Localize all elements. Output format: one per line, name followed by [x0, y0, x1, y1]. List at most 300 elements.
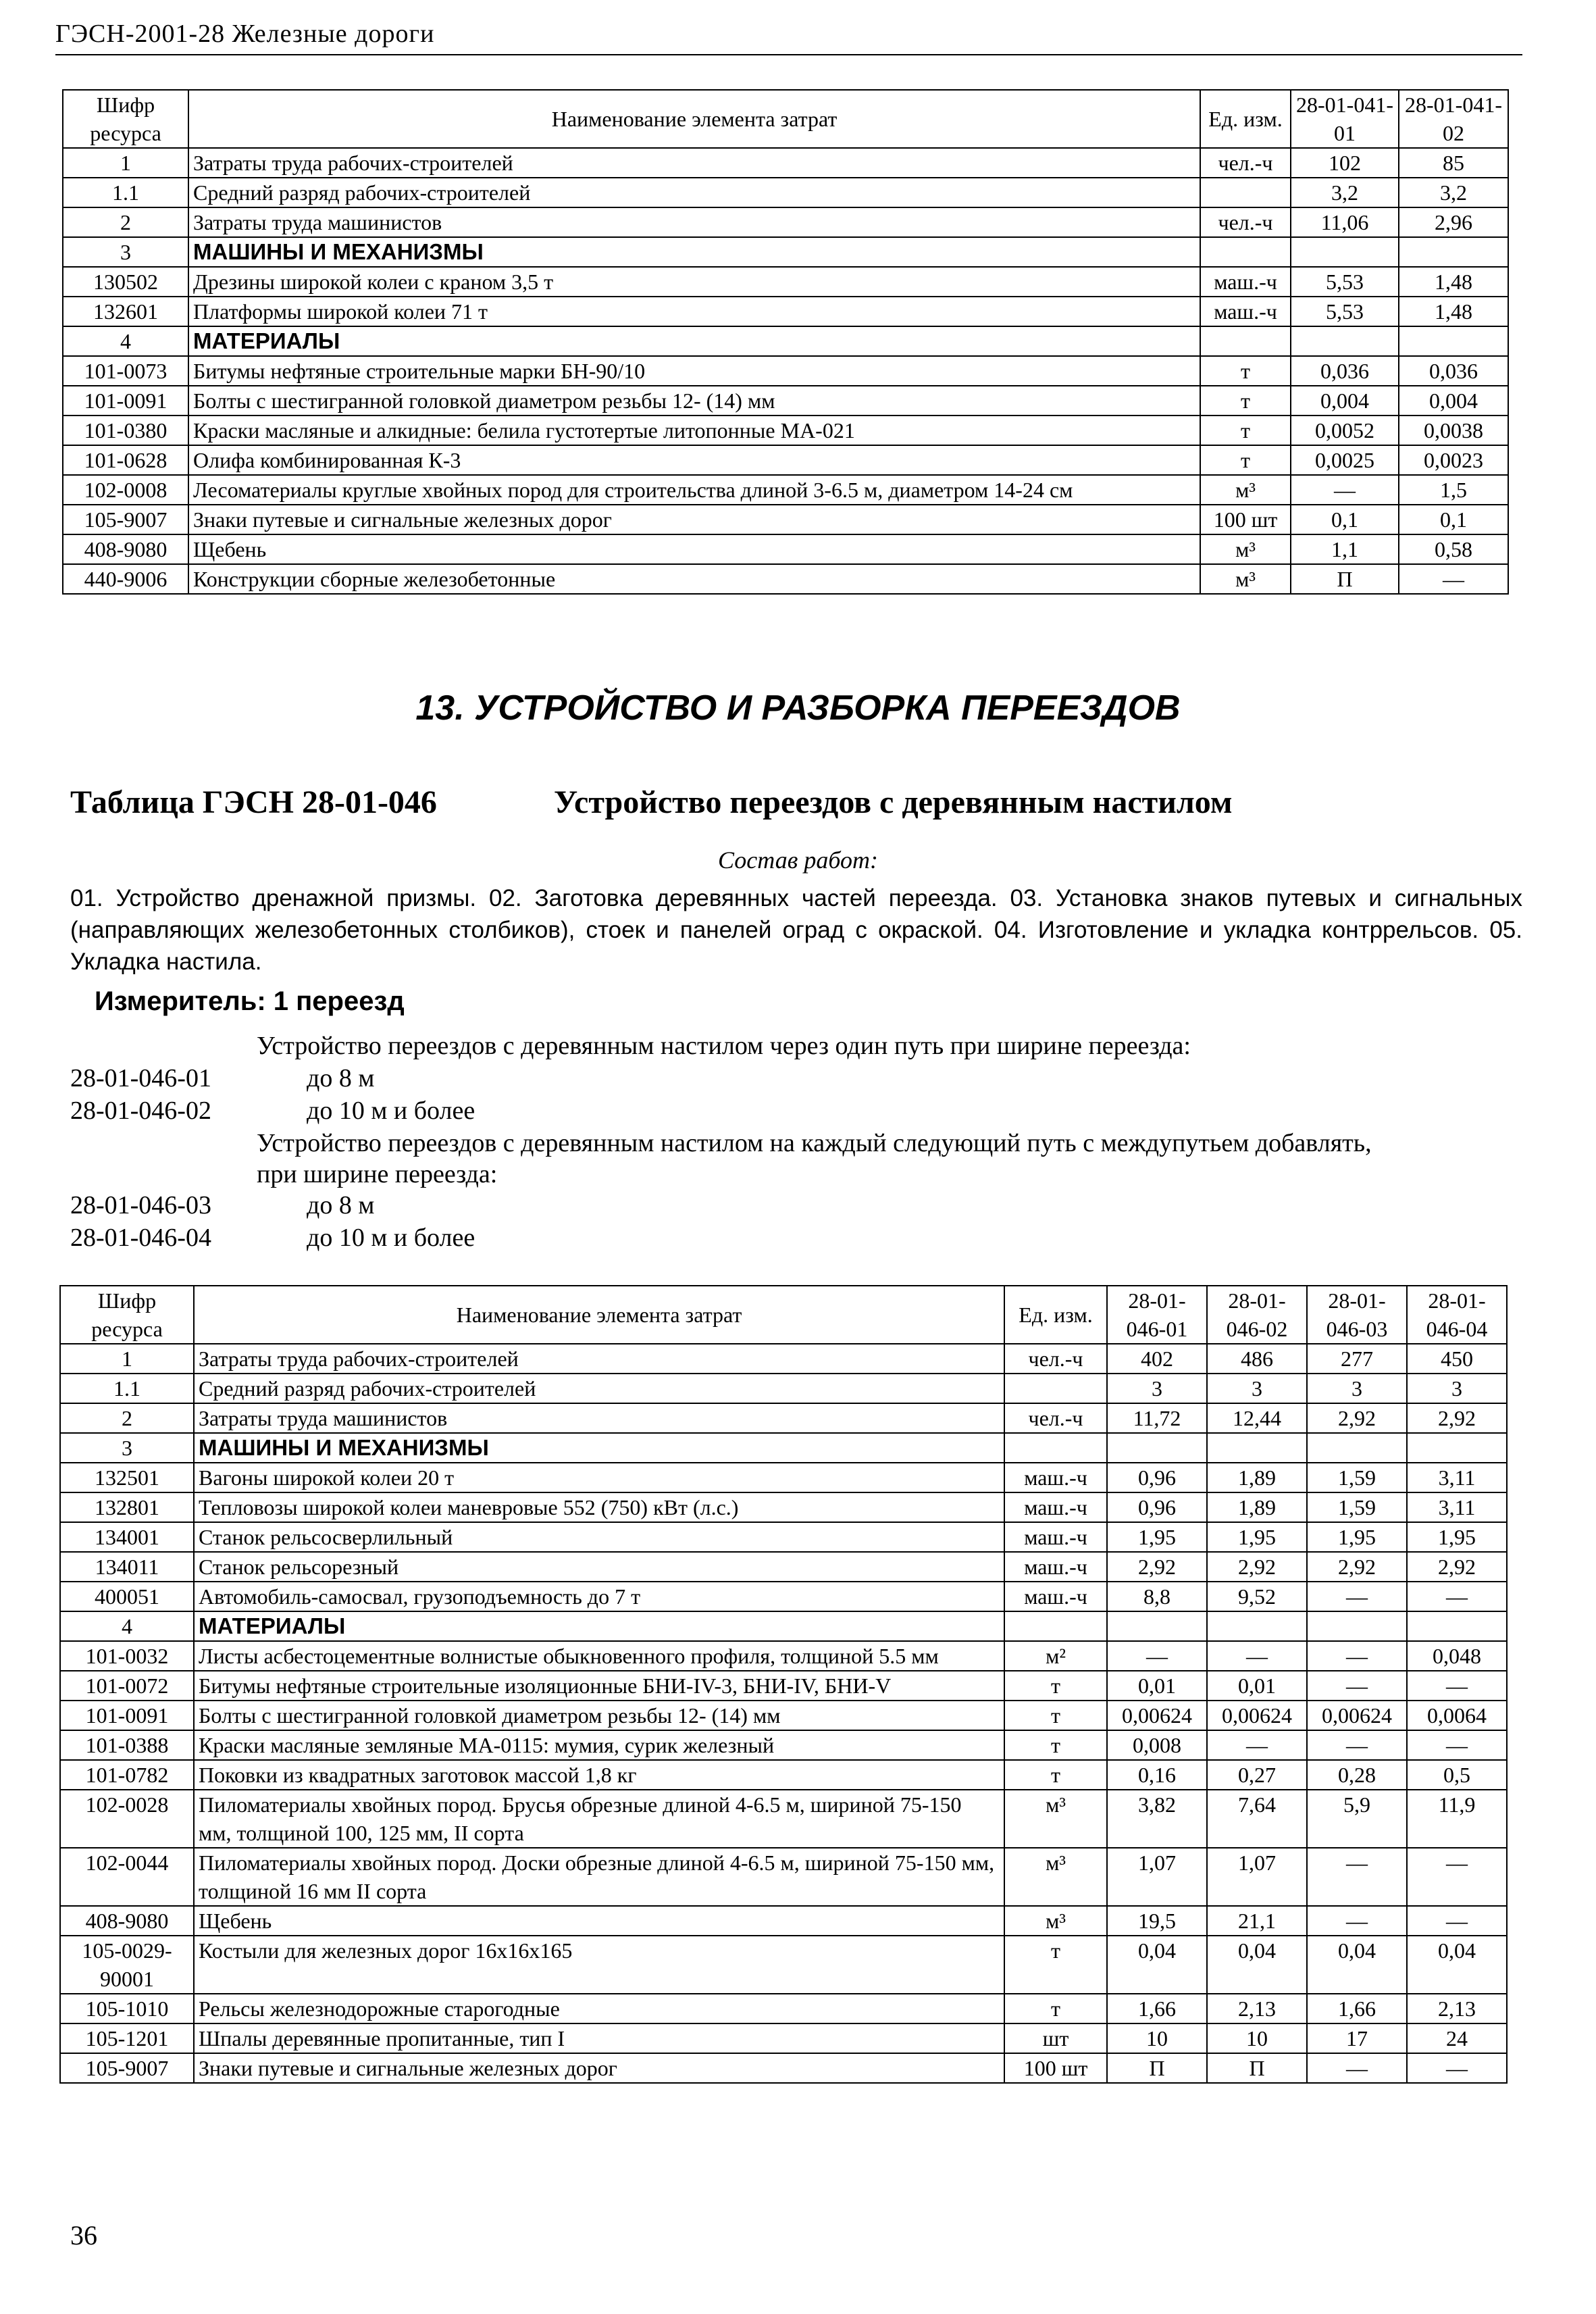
meter-label: Измеритель: 1 переезд	[95, 986, 405, 1016]
table-cell: 0,04	[1307, 1936, 1407, 1994]
table-cell: м³	[1004, 1906, 1107, 1936]
table-cell: 0,58	[1399, 534, 1508, 564]
table-cell: Затраты труда машинистов	[188, 207, 1200, 237]
table-cell: Лесоматериалы круглые хвойных пород для строительства длиной 3-6.5 м, диаметром 14-24 см	[188, 475, 1200, 505]
table-cell: 101-0628	[63, 445, 188, 475]
table-cell: 105-1201	[60, 2023, 194, 2053]
table-row	[60, 1552, 1507, 1582]
table-cell: 1,07	[1207, 1848, 1307, 1906]
table-cell: —	[1407, 1582, 1507, 1611]
table-cell: т	[1004, 1701, 1107, 1730]
table-cell: 277	[1307, 1344, 1407, 1374]
table-cell: 100 шт	[1004, 2053, 1107, 2083]
table-cell: МАТЕРИАЛЫ	[188, 326, 1200, 356]
table-cell: 5,53	[1291, 267, 1399, 297]
table-cell: 0,036	[1399, 356, 1508, 386]
resource-table-041	[62, 89, 1509, 595]
table-cell: 0,00624	[1307, 1701, 1407, 1730]
table-cell: Затраты труда машинистов	[194, 1403, 1004, 1433]
table-cell: чел.-ч	[1200, 148, 1291, 178]
table-cell: 1,95	[1207, 1522, 1307, 1552]
table-cell: 1	[60, 1344, 194, 1374]
table-row	[60, 2023, 1507, 2053]
table-cell: м³	[1200, 564, 1291, 594]
table-cell: —	[1307, 1906, 1407, 1936]
table-cell: 101-0032	[60, 1641, 194, 1671]
table-cell	[1107, 1611, 1207, 1641]
table-cell: —	[1407, 2053, 1507, 2083]
table-row	[60, 1760, 1507, 1790]
table-label: Таблица ГЭСН 28-01-046	[70, 784, 437, 820]
table-cell: 0,01	[1107, 1671, 1207, 1701]
table-cell: Поковки из квадратных заготовок массой 1,8 кг	[194, 1760, 1004, 1790]
table-cell: т	[1004, 1730, 1107, 1760]
table-cell: Средний разряд рабочих-строителей	[194, 1374, 1004, 1403]
table-row	[63, 564, 1508, 594]
table-cell: МАТЕРИАЛЫ	[194, 1611, 1004, 1641]
table-cell: 5,9	[1307, 1790, 1407, 1848]
table-cell: 12,44	[1207, 1403, 1307, 1433]
table-cell: 10	[1107, 2023, 1207, 2053]
section-row	[60, 1433, 1507, 1463]
table-cell: 11,72	[1107, 1403, 1207, 1433]
table-cell: 0,0064	[1407, 1701, 1507, 1730]
table-cell: 101-0380	[63, 416, 188, 445]
table-cell: Дрезины широкой колеи с краном 3,5 т	[188, 267, 1200, 297]
table-cell: 132801	[60, 1492, 194, 1522]
table-cell: 0,00624	[1107, 1701, 1207, 1730]
table-cell	[1107, 1433, 1207, 1463]
table-cell: Вагоны широкой колеи 20 т	[194, 1463, 1004, 1492]
table-cell: 3	[1407, 1374, 1507, 1403]
table-cell: 0,008	[1107, 1730, 1207, 1760]
table-cell: т	[1200, 445, 1291, 475]
table-cell: 9,52	[1207, 1582, 1307, 1611]
table-cell: 2,92	[1207, 1552, 1307, 1582]
table-cell: —	[1207, 1730, 1307, 1760]
table-row	[60, 1994, 1507, 2023]
table-cell: —	[1307, 1730, 1407, 1760]
table-cell: 105-0029-90001	[60, 1936, 194, 1994]
table-cell: Пиломатериалы хвойных пород. Доски обрезные длиной 4-6.5 м, шириной 75-150 мм, толщиной 16 мм II сорта	[194, 1848, 1004, 1906]
table-cell: 3	[1307, 1374, 1407, 1403]
table-cell: Платформы широкой колеи 71 т	[188, 297, 1200, 326]
table-cell: 0,04	[1107, 1936, 1207, 1994]
table-cell: 408-9080	[60, 1906, 194, 1936]
table-cell: т	[1004, 1936, 1107, 1994]
table-cell: 101-0091	[63, 386, 188, 416]
table-cell: 0,16	[1107, 1760, 1207, 1790]
table-row	[60, 1701, 1507, 1730]
table-cell: 1,95	[1407, 1522, 1507, 1552]
code-1-text: до 8 м	[307, 1064, 375, 1092]
table-cell: 2,92	[1307, 1403, 1407, 1433]
table-cell: 102-0028	[60, 1790, 194, 1848]
table-cell: Затраты труда рабочих-строителей	[194, 1344, 1004, 1374]
code-4: 28-01-046-04	[70, 1224, 211, 1252]
code-4-text: до 10 м и более	[307, 1224, 475, 1252]
column-header: Наименование элемента затрат	[194, 1286, 1004, 1344]
table-cell: маш.-ч	[1004, 1552, 1107, 1582]
table-cell: П	[1107, 2053, 1207, 2083]
table-row	[60, 1463, 1507, 1492]
table-cell	[1004, 1374, 1107, 1403]
table-cell: —	[1307, 1641, 1407, 1671]
column-header: 28-01-046-04	[1407, 1286, 1507, 1344]
column-header: 28-01-046-02	[1207, 1286, 1307, 1344]
table-cell: —	[1407, 1730, 1507, 1760]
table-cell: —	[1307, 1671, 1407, 1701]
table-cell: 1,48	[1399, 297, 1508, 326]
table-row	[60, 1730, 1507, 1760]
table-row	[60, 2053, 1507, 2083]
resource-table-046	[59, 1285, 1508, 2084]
table-cell: 0,00624	[1207, 1701, 1307, 1730]
table-cell: —	[1307, 1848, 1407, 1906]
table-row	[60, 1671, 1507, 1701]
table-row	[60, 1374, 1507, 1403]
table-cell	[1399, 326, 1508, 356]
page-number: 36	[70, 2220, 97, 2250]
table-cell: 0,1	[1291, 505, 1399, 534]
table-cell: 19,5	[1107, 1906, 1207, 1936]
section-row	[60, 1611, 1507, 1641]
table-cell: Конструкции сборные железобетонные	[188, 564, 1200, 594]
table-cell: П	[1291, 564, 1399, 594]
table-row	[63, 505, 1508, 534]
table-cell	[1207, 1611, 1307, 1641]
table-header-row	[63, 90, 1508, 148]
table-cell: 130502	[63, 267, 188, 297]
table-cell: 101-0072	[60, 1671, 194, 1701]
section-title: 13. УСТРОЙСТВО И РАЗБОРКА ПЕРЕЕЗДОВ	[415, 688, 1181, 728]
table-cell: 3,11	[1407, 1463, 1507, 1492]
table-cell: 11,06	[1291, 207, 1399, 237]
table-cell: 2,92	[1407, 1403, 1507, 1433]
table-cell: 402	[1107, 1344, 1207, 1374]
table-cell: 4	[60, 1611, 194, 1641]
table-row	[60, 1403, 1507, 1433]
table-cell: —	[1407, 1848, 1507, 1906]
table-cell: 2,92	[1107, 1552, 1207, 1582]
table-cell: 1,95	[1107, 1522, 1207, 1552]
operations-text: 01. Устройство дренажной призмы. 02. Заготовка деревянных частей переезда. 03. Установка знаков путевых и сигнальных (направляющих железобетонных столбиков), стоек и панелей оград с окраской. 04. Изготовление и укладка контррельсов. 05. Укладка настила.	[70, 885, 1522, 975]
table-cell: 0,036	[1291, 356, 1399, 386]
table-cell	[1291, 237, 1399, 267]
table-cell: Болты с шестигранной головкой диаметром резьбы 12- (14) мм	[188, 386, 1200, 416]
table-cell: 2	[60, 1403, 194, 1433]
table-cell: 101-0782	[60, 1760, 194, 1790]
column-header: Шифр ресурса	[63, 90, 188, 148]
table-cell: —	[1407, 1906, 1507, 1936]
table-cell: 0,004	[1291, 386, 1399, 416]
table-row	[60, 1906, 1507, 1936]
table-cell: маш.-ч	[1004, 1522, 1107, 1552]
table-cell: 102-0008	[63, 475, 188, 505]
table-cell: 0,04	[1207, 1936, 1307, 1994]
table-cell: 134001	[60, 1522, 194, 1552]
table-cell: 102	[1291, 148, 1399, 178]
table-cell: 1,1	[1291, 534, 1399, 564]
table-cell: 101-0388	[60, 1730, 194, 1760]
table-cell: чел.-ч	[1200, 207, 1291, 237]
table-cell: 2,92	[1407, 1552, 1507, 1582]
table-cell	[1307, 1433, 1407, 1463]
table-cell: 0,0025	[1291, 445, 1399, 475]
table-cell: 5,53	[1291, 297, 1399, 326]
table-cell: Тепловозы широкой колеи маневровые 552 (750) кВт (л.с.)	[194, 1492, 1004, 1522]
table-row	[60, 1790, 1507, 1848]
table-row	[63, 207, 1508, 237]
table-cell: 1,07	[1107, 1848, 1207, 1906]
description-1: Устройство переездов с деревянным настилом через один путь при ширине переезда:	[257, 1032, 1191, 1060]
table-cell: 7,64	[1207, 1790, 1307, 1848]
table-cell: Затраты труда рабочих-строителей	[188, 148, 1200, 178]
section-row	[63, 326, 1508, 356]
column-header: Ед. изм.	[1004, 1286, 1107, 1344]
column-header: 28-01-046-01	[1107, 1286, 1207, 1344]
table-cell	[1200, 326, 1291, 356]
table-cell: 3	[63, 237, 188, 267]
table-cell: —	[1107, 1641, 1207, 1671]
code-2: 28-01-046-02	[70, 1097, 211, 1125]
table-row	[63, 534, 1508, 564]
table-cell: 0,0038	[1399, 416, 1508, 445]
table-title: Устройство переездов с деревянным настилом	[554, 784, 1233, 820]
table-cell: Знаки путевые и сигнальные железных дорог	[194, 2053, 1004, 2083]
table-cell: Пиломатериалы хвойных пород. Брусья обрезные длиной 4-6.5 м, шириной 75-150 мм, толщиной 100, 125 мм, II сорта	[194, 1790, 1004, 1848]
table-cell: м²	[1004, 1641, 1107, 1671]
table-cell: Битумы нефтяные строительные марки БН-90/10	[188, 356, 1200, 386]
table-cell: 1,59	[1307, 1492, 1407, 1522]
table-cell: 486	[1207, 1344, 1307, 1374]
description-2-line-1: Устройство переездов с деревянным настилом на каждый следующий путь с междупутьем добавлять,	[257, 1129, 1372, 1157]
column-header: 28-01-046-03	[1307, 1286, 1407, 1344]
table-row	[63, 178, 1508, 207]
table-cell: 400051	[60, 1582, 194, 1611]
table-cell: 105-9007	[63, 505, 188, 534]
table-cell: 0,1	[1399, 505, 1508, 534]
code-3: 28-01-046-03	[70, 1191, 211, 1219]
table-cell: МАШИНЫ И МЕХАНИЗМЫ	[188, 237, 1200, 267]
table-cell: 0,5	[1407, 1760, 1507, 1790]
table-cell: 1,89	[1207, 1463, 1307, 1492]
table-cell: Знаки путевые и сигнальные железных дорог	[188, 505, 1200, 534]
column-header: Наименование элемента затрат	[188, 90, 1200, 148]
table-cell: —	[1307, 1582, 1407, 1611]
table-cell: Краски масляные земляные МА-0115: мумия, сурик железный	[194, 1730, 1004, 1760]
table-row	[60, 1848, 1507, 1906]
table-cell: 1,66	[1107, 1994, 1207, 2023]
table-cell: чел.-ч	[1004, 1344, 1107, 1374]
table-cell: МАШИНЫ И МЕХАНИЗМЫ	[194, 1433, 1004, 1463]
table-cell: 1,48	[1399, 267, 1508, 297]
table-cell: 3,2	[1399, 178, 1508, 207]
table-cell: 3	[1107, 1374, 1207, 1403]
table-cell: маш.-ч	[1004, 1582, 1107, 1611]
table-cell: 0,01	[1207, 1671, 1307, 1701]
table-cell: 2	[63, 207, 188, 237]
table-cell: Щебень	[194, 1906, 1004, 1936]
header-rule	[55, 54, 1522, 55]
table-cell: м³	[1004, 1848, 1107, 1906]
table-cell: т	[1004, 1994, 1107, 2023]
table-row	[63, 148, 1508, 178]
table-cell	[1307, 1611, 1407, 1641]
section-row	[63, 237, 1508, 267]
table-cell: Болты с шестигранной головкой диаметром резьбы 12- (14) мм	[194, 1701, 1004, 1730]
table-cell: маш.-ч	[1200, 267, 1291, 297]
table-row	[63, 356, 1508, 386]
table-cell: 0,04	[1407, 1936, 1507, 1994]
table-row	[63, 475, 1508, 505]
table-row	[63, 445, 1508, 475]
table-cell: 1,59	[1307, 1463, 1407, 1492]
table-cell: 132501	[60, 1463, 194, 1492]
table-cell: маш.-ч	[1004, 1492, 1107, 1522]
table-cell	[1004, 1433, 1107, 1463]
table-cell: 1	[63, 148, 188, 178]
table-cell: 105-1010	[60, 1994, 194, 2023]
table-cell: 2,92	[1307, 1552, 1407, 1582]
table-row	[60, 1522, 1507, 1552]
table-cell: —	[1399, 564, 1508, 594]
table-row	[60, 1936, 1507, 1994]
table-cell: 1.1	[63, 178, 188, 207]
table-cell: Олифа комбинированная К-3	[188, 445, 1200, 475]
table-cell: 1,66	[1307, 1994, 1407, 2023]
table-cell: Шпалы деревянные пропитанные, тип I	[194, 2023, 1004, 2053]
table-cell: 0,0023	[1399, 445, 1508, 475]
table-cell: 2,13	[1407, 1994, 1507, 2023]
table-cell: Средний разряд рабочих-строителей	[188, 178, 1200, 207]
column-header: 28-01-041-02	[1399, 90, 1508, 148]
table-cell: маш.-ч	[1004, 1463, 1107, 1492]
table-cell: 132601	[63, 297, 188, 326]
code-2-text: до 10 м и более	[307, 1097, 475, 1125]
code-3-text: до 8 м	[307, 1191, 375, 1219]
table-cell: 408-9080	[63, 534, 188, 564]
table-row	[60, 1582, 1507, 1611]
table-row	[63, 267, 1508, 297]
table-cell	[1207, 1433, 1307, 1463]
table-cell: 21,1	[1207, 1906, 1307, 1936]
table-cell	[1407, 1611, 1507, 1641]
table-cell: 3	[1207, 1374, 1307, 1403]
table-cell: 1,89	[1207, 1492, 1307, 1522]
table-cell: —	[1291, 475, 1399, 505]
table-header-row	[60, 1286, 1507, 1344]
table-cell	[1200, 178, 1291, 207]
table-cell: 0,28	[1307, 1760, 1407, 1790]
table-cell: Краски масляные и алкидные: белила густотертые литопонные МА-021	[188, 416, 1200, 445]
table-cell: 11,9	[1407, 1790, 1507, 1848]
table-cell: т	[1200, 416, 1291, 445]
table-cell: 0,27	[1207, 1760, 1307, 1790]
table-cell: 3,82	[1107, 1790, 1207, 1848]
table-cell: 2,96	[1399, 207, 1508, 237]
column-header: Ед. изм.	[1200, 90, 1291, 148]
table-cell: 3	[60, 1433, 194, 1463]
table-cell: 105-9007	[60, 2053, 194, 2083]
table-cell: 1,5	[1399, 475, 1508, 505]
table-cell: 102-0044	[60, 1848, 194, 1906]
table-cell: 0,96	[1107, 1463, 1207, 1492]
table-cell: 4	[63, 326, 188, 356]
table-cell: —	[1207, 1641, 1307, 1671]
table-cell: 100 шт	[1200, 505, 1291, 534]
column-header: Шифр ресурса	[60, 1286, 194, 1344]
table-cell: 0,004	[1399, 386, 1508, 416]
table-cell: т	[1004, 1671, 1107, 1701]
table-cell: Щебень	[188, 534, 1200, 564]
running-header: ГЭСН-2001-28 Железные дороги	[55, 20, 435, 48]
table-cell: 450	[1407, 1344, 1507, 1374]
table-cell: чел.-ч	[1004, 1403, 1107, 1433]
composition-label: Состав работ:	[718, 847, 878, 874]
table-cell: м³	[1200, 475, 1291, 505]
table-cell: м³	[1200, 534, 1291, 564]
table-cell: 3,11	[1407, 1492, 1507, 1522]
table-row	[60, 1641, 1507, 1671]
code-1: 28-01-046-01	[70, 1064, 211, 1092]
table-cell: м³	[1004, 1790, 1107, 1848]
table-cell: Станок рельсорезный	[194, 1552, 1004, 1582]
table-cell: Битумы нефтяные строительные изоляционные БНИ-IV-3, БНИ-IV, БНИ-V	[194, 1671, 1004, 1701]
table-cell: 1,95	[1307, 1522, 1407, 1552]
table-cell: 101-0091	[60, 1701, 194, 1730]
table-cell: 3,2	[1291, 178, 1399, 207]
table-row	[63, 416, 1508, 445]
table-cell	[1291, 326, 1399, 356]
table-cell: 24	[1407, 2023, 1507, 2053]
table-cell: 0,048	[1407, 1641, 1507, 1671]
table-cell: т	[1004, 1760, 1107, 1790]
table-cell: Автомобиль-самосвал, грузоподъемность до 7 т	[194, 1582, 1004, 1611]
table-row	[63, 386, 1508, 416]
table-cell: Рельсы железнодорожные старогодные	[194, 1994, 1004, 2023]
table-cell: Станок рельсосверлильный	[194, 1522, 1004, 1552]
table-cell: 1.1	[60, 1374, 194, 1403]
table-cell: 440-9006	[63, 564, 188, 594]
table-row	[63, 297, 1508, 326]
table-cell: Костыли для железных дорог 16х16х165	[194, 1936, 1004, 1994]
table-cell	[1407, 1433, 1507, 1463]
table-cell: маш.-ч	[1200, 297, 1291, 326]
table-cell: 0,0052	[1291, 416, 1399, 445]
table-cell: т	[1200, 386, 1291, 416]
table-row	[60, 1344, 1507, 1374]
table-cell: 0,96	[1107, 1492, 1207, 1522]
table-cell: 8,8	[1107, 1582, 1207, 1611]
table-cell: —	[1407, 1671, 1507, 1701]
table-cell	[1004, 1611, 1107, 1641]
table-cell: П	[1207, 2053, 1307, 2083]
table-cell: —	[1307, 2053, 1407, 2083]
table-cell: 101-0073	[63, 356, 188, 386]
table-cell: 85	[1399, 148, 1508, 178]
table-cell: 17	[1307, 2023, 1407, 2053]
table-cell: 134011	[60, 1552, 194, 1582]
table-row	[60, 1492, 1507, 1522]
table-cell	[1200, 237, 1291, 267]
table-cell: 2,13	[1207, 1994, 1307, 2023]
description-2-line-2: при ширине переезда:	[257, 1160, 498, 1188]
table-cell	[1399, 237, 1508, 267]
column-header: 28-01-041-01	[1291, 90, 1399, 148]
table-cell: Листы асбестоцементные волнистые обыкновенного профиля, толщиной 5.5 мм	[194, 1641, 1004, 1671]
table-cell: т	[1200, 356, 1291, 386]
